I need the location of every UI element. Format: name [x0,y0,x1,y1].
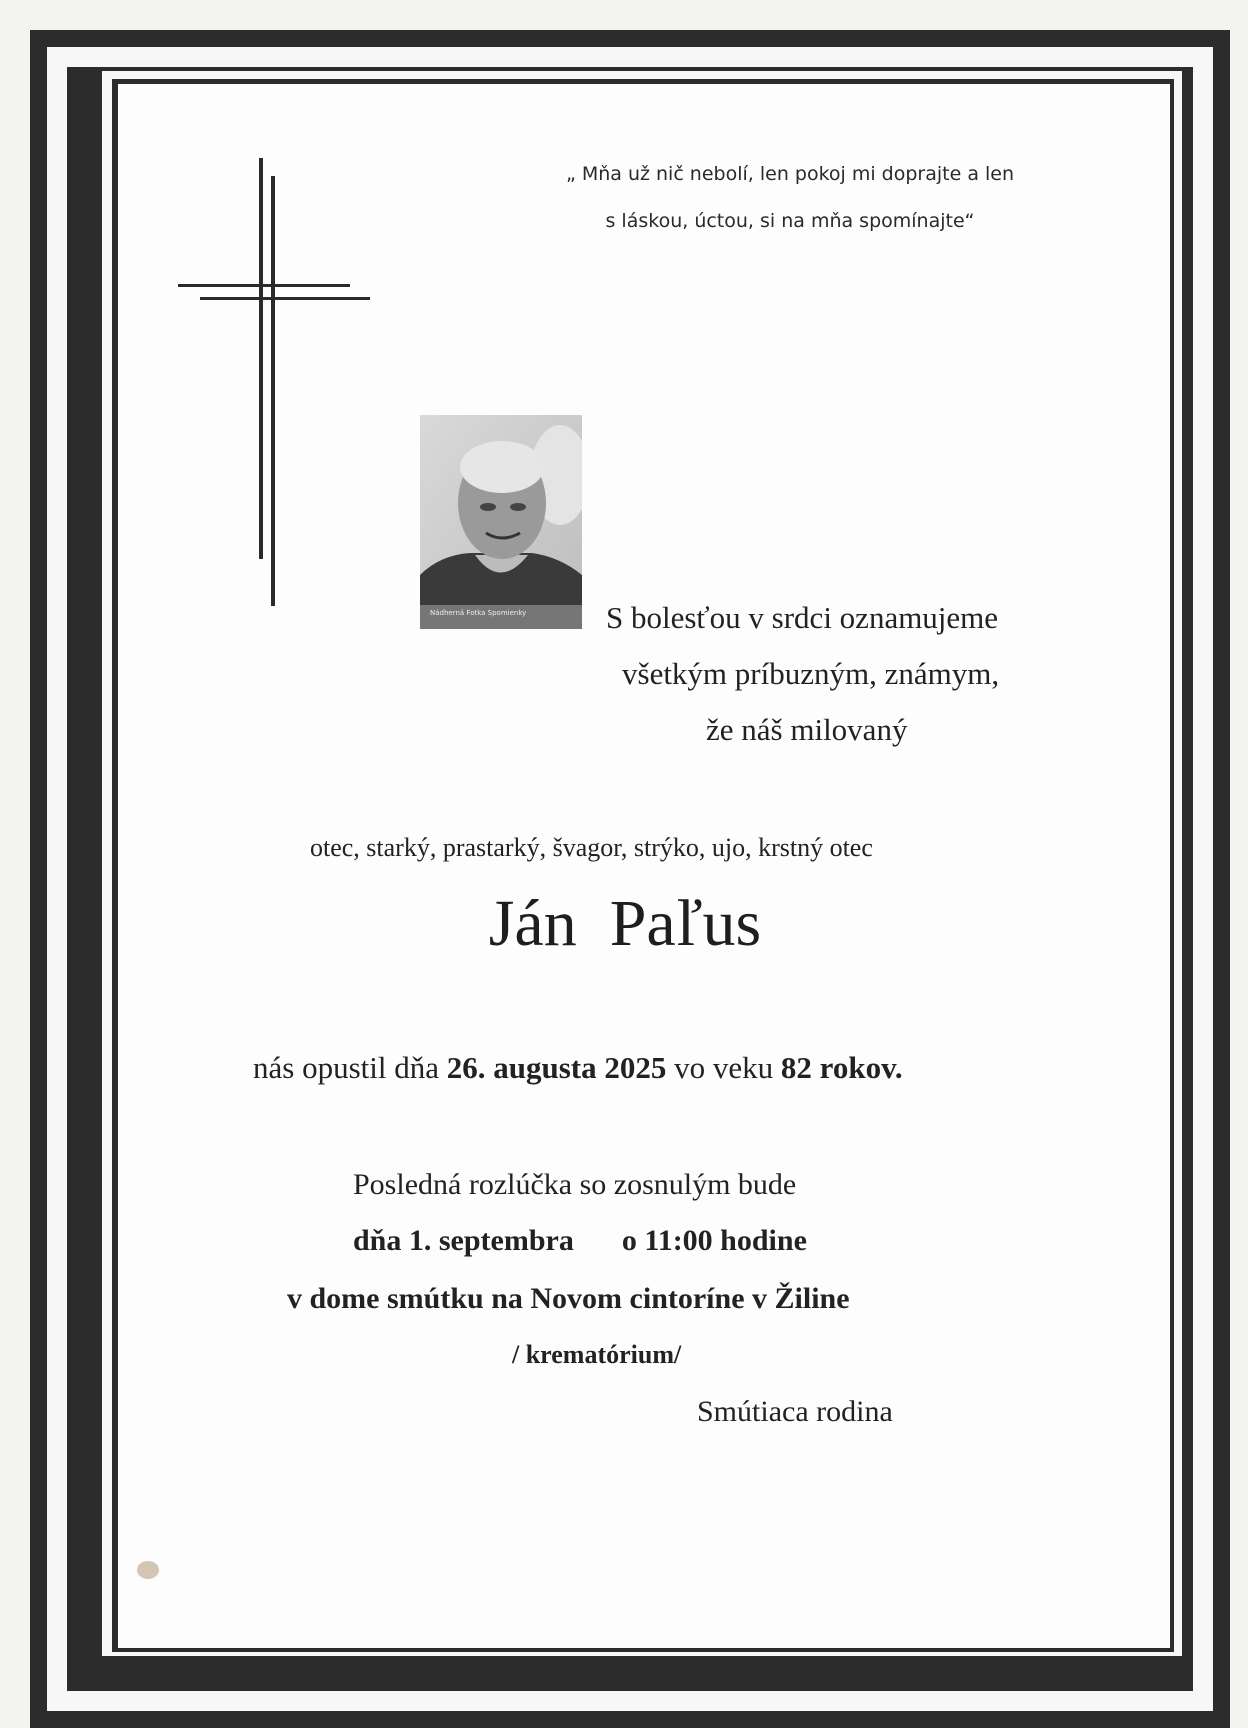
announcement-line-2: všetkým príbuzným, známym, [622,656,1000,691]
age-at-death: 82 rokov. [780,1050,903,1085]
paper-stain [137,1561,159,1579]
death-date: 26. augusta 2025 [446,1050,667,1085]
death-notice-middle: vo veku [674,1050,774,1085]
funeral-time: o 11:00 hodine [621,1224,807,1257]
photo-caption: Nádherná Fotka Spomienky [430,609,527,617]
funeral-datetime [353,1224,807,1258]
quote-line-2: s láskou, úctou, si na mňa spomínajte“ [605,210,975,232]
quote-line-1: „ Mňa už nič nebolí, len pokoj mi doprajte a len [565,163,1015,185]
funeral-intro: Posledná rozlúčka so zosnulým bude [353,1168,797,1201]
death-notice [253,1050,903,1086]
death-notice-prefix: nás opustil dňa [253,1050,439,1085]
signature: Smútiaca rodina [697,1395,893,1428]
deceased-name: Ján Paľus [488,887,762,960]
funeral-note: / krematórium/ [512,1340,682,1369]
relations-text: otec, starký, prastarký, švagor, strýko, ujo, krstný otec [310,833,873,862]
announcement-line-1: S bolesťou v srdci oznamujeme [606,600,999,635]
notice-page [118,84,1170,1648]
funeral-date: dňa 1. septembra [353,1224,574,1257]
announcement-line-3: že náš milovaný [706,712,908,747]
portrait-photo [420,415,582,629]
funeral-place: v dome smútku na Novom cintoríne v Žiline [287,1282,850,1315]
